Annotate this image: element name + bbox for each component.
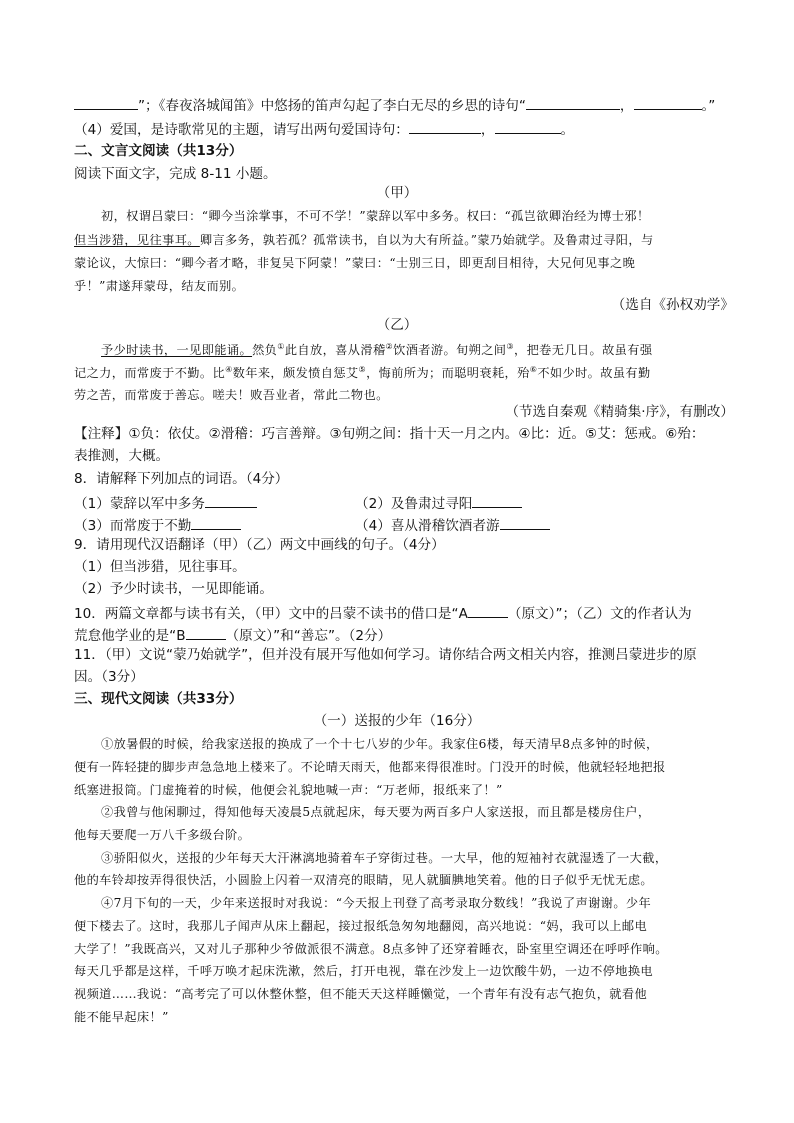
question-9: 9．请用现代汉语翻译（甲）（乙）两文中画线的句子。（4分） <box>74 537 445 553</box>
notes: 【注释】①负：依仗。②滑稽：巧言善辩。③旬朔之间：指十天一月之内。④比：近。⑤艾：惩戒。⑥殆： <box>74 426 705 442</box>
paragraph-line: 他的车铃却按弄得很快活，小圆脸上闪着一双清亮的眼睛，见人就腼腆地笑着。他的日子似乎无忧无虑。 <box>74 873 654 887</box>
question-10: 荒怠他学业的是“B （原文）”和“善忘”。（2分） <box>74 628 392 644</box>
jia-line: 但当涉猎，见往事耳。卿言多务，孰若孤？孤常读书，自以为大有所益。”蒙乃始就学。及鲁肃过寻阳，与 <box>74 233 654 247</box>
question-8: 8．请解释下列加点的词语。（4分） <box>74 471 289 487</box>
paragraph-line: ③骄阳似火，送报的少年每天大汗淋漓地骑着车子穿街过巷。一大早，他的短袖衬衣就湿透了一大截， <box>101 851 668 865</box>
passage-yi-title: （乙） <box>376 317 418 333</box>
paragraph-line: 每天几乎都是这样，千呼万唤才起床洗漱，然后，打开电视，靠在沙发上一边饮酸牛奶，一边不停地换电 <box>74 964 654 978</box>
jia-source: （选自《孙权劝学》 <box>611 297 734 313</box>
passage-jia-title: （甲） <box>376 185 418 201</box>
paragraph-line: 他每天要爬一万八千多级台阶。 <box>74 828 251 842</box>
answer-blank[interactable] <box>468 605 508 618</box>
notes: 表推测，大概。 <box>74 448 170 464</box>
paragraph-line: 纸塞进报筒。门虚掩着的时候，他便会礼貌地喊一声：“万老师，报纸来了！” <box>74 783 503 797</box>
yi-source: （节选自秦观《精骑集·序》，有删改） <box>505 404 734 420</box>
poem-question-line: ”；《春夜洛城闻笛》中悠扬的笛声勾起了李白无尽的乡思的诗句“ ， 。” <box>74 97 715 114</box>
answer-blank[interactable] <box>191 517 241 530</box>
q9-item: （1）但当涉猎，见往事耳。 <box>74 559 246 575</box>
paragraph-line: ②我曾与他闲聊过，得知他每天凌晨5点就起床，每天要为两百多户人家送报，而且都是楼房住户， <box>101 805 651 819</box>
answer-blank[interactable] <box>74 97 138 110</box>
q8-item: （1）蒙辞以军中多务 <box>74 495 257 512</box>
paragraph-line: ④7月下旬的一天，少年来送报时对我说：“今天报上刊登了高考录取分数线！”我说了声谢谢。少年 <box>101 896 652 910</box>
underlined-sentence: 予少时读书，一见即能诵。 <box>101 343 253 358</box>
patriotic-poem-question: （4）爱国，是诗歌常见的主题，请写出两句爱国诗句： ， 。 <box>74 122 575 138</box>
paragraph-line: 能不能早起床！” <box>74 1010 169 1024</box>
instruction: 阅读下面文字，完成 8-11 小题。 <box>74 166 277 182</box>
answer-blank[interactable] <box>472 495 522 508</box>
paragraph-line: ①放暑假的时候，给我家送报的换成了一个十七八岁的少年。我家住6楼，每天清早8点多钟的时候， <box>101 737 659 751</box>
q9-item: （2）予少时读书，一见即能诵。 <box>74 581 273 597</box>
yi-line: 予少时读书，一见即能诵。然负①此自放，喜从滑稽②饮酒者游。旬朔之间③，把卷无几日。故虽有强 <box>101 342 653 358</box>
yi-line: 劳之苦，而常废于善忘。嗟夫！败吾业者，常此二物也。 <box>74 388 389 402</box>
answer-blank[interactable] <box>500 517 550 530</box>
yi-line: 记之力，而常废于不勤。比④数年来，颇发愤自惩艾⑤，悔前所为；而聪明衰耗，殆⑥不如少时。故虽有勤 <box>74 365 651 381</box>
paragraph-line: 便下楼去了。这时，我那儿子闻声从床上翻起，接过报纸急匆匆地翻阅，高兴地说：“妈，我可以上邮电 <box>74 919 648 933</box>
answer-blank[interactable] <box>186 627 226 640</box>
question-11: 因。（3分） <box>74 669 144 685</box>
answer-blank[interactable] <box>205 495 257 508</box>
q8-item: （3）而常废于不勤 <box>74 517 241 534</box>
answer-blank[interactable] <box>634 97 702 110</box>
section-heading: 二、文言文阅读（共13分） <box>74 143 243 159</box>
paragraph-line: 视频道……我说：“高考完了可以休整休整，但不能天天这样睡懒觉，一个青年有没有志气抱负，就看他 <box>74 987 648 1001</box>
q8-item: （2）及鲁肃过寻阳 <box>355 495 522 512</box>
question-10: 10．两篇文章都与读书有关，（甲）文中的吕蒙不读书的借口是“A （原文）”；（乙）文的作者认为 <box>74 606 692 622</box>
answer-blank[interactable] <box>409 121 481 134</box>
jia-line: 初，权谓吕蒙曰：“卿今当涂掌事，不可不学！”蒙辞以军中多务。权曰：“孤岂欲卿治经为博士邪！ <box>101 209 650 223</box>
q8-item: （4）喜从滑稽饮酒者游 <box>355 517 550 534</box>
passage-title: （一）送报的少年（16分） <box>313 713 481 729</box>
jia-line: 乎！”肃遂拜蒙母，结友而别。 <box>74 279 245 293</box>
underlined-sentence: 但当涉猎，见往事耳。 <box>74 233 200 247</box>
paragraph-line: 便有一阵轻捷的脚步声急急地上楼来了。不论晴天雨天，他都来得很准时。门没开的时候，他就轻轻地把报 <box>74 760 666 774</box>
jia-line: 蒙论议，大惊曰：“卿今者才略，非复吴下阿蒙！”蒙曰：“士别三日，即更刮目相待，大兄何见事之晚 <box>74 256 636 270</box>
paragraph-line: 大学了！”我既高兴，又对儿子那种少爷做派很不满意。8点多钟了还穿着睡衣，卧室里空调还在呼呼作响。 <box>74 942 668 956</box>
section-heading: 三、现代文阅读（共33分） <box>74 691 243 707</box>
answer-blank[interactable] <box>526 97 620 110</box>
answer-blank[interactable] <box>495 121 561 134</box>
question-11: 11．（甲）文说“蒙乃始就学”，但并没有展开写他如何学习。请你结合两文相关内容，推测吕蒙进步的原 <box>74 647 697 663</box>
